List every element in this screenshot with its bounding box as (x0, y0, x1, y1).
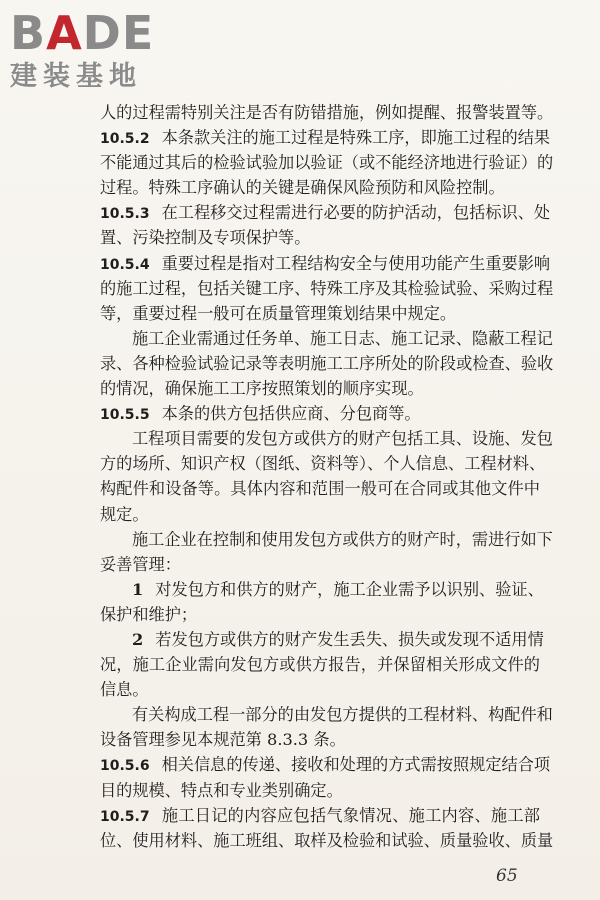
text-line (100, 125, 551, 150)
text-line (100, 401, 540, 426)
clause-number: 10.5.2 (100, 131, 150, 148)
text-line (100, 752, 551, 777)
line-text: 相关信息的传递、接收和处理的方式需按照规定结合项 (161, 755, 551, 775)
line-text: 录、各种检验试验记录等表明施工工序所处的阶段或检查、验收 (100, 353, 554, 373)
text-line (100, 828, 554, 853)
text-line (100, 100, 554, 125)
line-text: 本条款关注的施工过程是特殊工序，即施工过程的结果 (161, 128, 551, 148)
text-line (100, 702, 553, 727)
clause-number: 10.5.4 (100, 256, 150, 273)
text-line (100, 552, 540, 577)
page-number: 65 (496, 866, 518, 886)
text-line (100, 326, 553, 351)
line-text: 的施工过程，包括关键工序、特殊工序及其检验试验、采购过程 (100, 278, 554, 298)
line-text: 妥善管理： (100, 554, 181, 574)
line-text: 有关构成工程一部分的由发包方提供的工程材料、构配件和 (132, 705, 553, 725)
text-line (100, 652, 540, 677)
line-text: 设备管理参见本规范第 8.3.3 条。 (100, 730, 346, 750)
text-line (100, 426, 553, 451)
line-text: 况，施工企业需向发包方或供方报告，并保留相关形成文件的 (100, 655, 540, 675)
line-text: 规定。 (100, 504, 149, 524)
text-line (100, 527, 553, 552)
line-text: 施工企业在控制和使用发包方或供方的财产时，需进行如下 (132, 529, 553, 549)
clause-number: 10.5.7 (100, 808, 150, 825)
clause-number: 10.5.3 (100, 206, 150, 223)
line-text: 本条的供方包括供应商、分包商等。 (161, 404, 421, 424)
line-text: 保护和维护； (100, 604, 198, 624)
text-line (100, 225, 540, 250)
list-item-number: 1 (132, 579, 144, 599)
text-line (100, 200, 551, 225)
line-text: 等，重要过程一般可在质量管理策划结果中规定。 (100, 303, 457, 323)
text-line (100, 602, 540, 627)
text-line (100, 803, 540, 828)
line-text: 目的规模、特点和专业类别确定。 (100, 780, 343, 800)
text-line (100, 251, 551, 276)
line-text: 在工程移交过程需进行必要的防护活动，包括标识、处 (161, 203, 551, 223)
line-text: 施工企业需通过任务单、施工日志、施工记录、隐蔽工程记 (132, 328, 553, 348)
text-line (100, 451, 546, 476)
line-text: 施工日记的内容应包括气象情况、施工内容、施工部 (161, 805, 540, 825)
body-text (100, 100, 554, 853)
text-line (100, 175, 540, 200)
text-line (100, 376, 540, 401)
text-line (100, 727, 540, 752)
line-text: 重要过程是指对工程结构安全与使用功能产生重要影响 (161, 253, 551, 273)
line-text: 不能通过其后的检验试验加以验证（或不能经济地进行验证）的 (100, 153, 554, 173)
clause-number: 10.5.6 (100, 758, 150, 775)
line-text: 工程项目需要的发包方或供方的财产包括工具、设施、发包 (132, 429, 553, 449)
line-text: 的情况，确保施工工序按照策划的顺序实现。 (100, 379, 424, 399)
text-line (100, 778, 540, 803)
line-text: 若发包方或供方的财产发生丢失、损失或发现不适用情 (155, 629, 544, 649)
text-line (100, 150, 554, 175)
list-item-number: 2 (132, 629, 144, 649)
text-line (100, 301, 540, 326)
clause-number: 10.5.5 (100, 407, 150, 424)
line-text: 信息。 (100, 680, 149, 700)
logo-accent-letter: A (46, 6, 83, 60)
line-text: 过程。特殊工序确认的关键是确保风险预防和风险控制。 (100, 178, 505, 198)
text-line (100, 577, 544, 602)
text-line (100, 627, 544, 652)
logo-brand-text: BADE (10, 6, 155, 60)
line-text: 对发包方和供方的财产，施工企业需予以识别、验证、 (155, 579, 544, 599)
text-line (100, 276, 554, 301)
text-line (100, 476, 540, 501)
text-line (100, 677, 540, 702)
line-text: 构配件和设备等。具体内容和范围一般可在合同或其他文件中 (100, 479, 540, 499)
text-line (100, 502, 540, 527)
line-text: 方的场所、知识产权（图纸、资料等）、个人信息、工程材料、 (100, 454, 546, 474)
line-text: 人的过程需特别关注是否有防错措施，例如提醒、报警装置等。 (100, 103, 554, 122)
text-line (100, 351, 554, 376)
bade-logo (10, 6, 180, 92)
line-text: 置、污染控制及专项保护等。 (100, 228, 311, 248)
logo-subtitle: 建装基地 (10, 61, 142, 92)
line-text: 位、使用材料、施工班组、取样及检验和试验、质量验收、质量 (100, 830, 554, 850)
